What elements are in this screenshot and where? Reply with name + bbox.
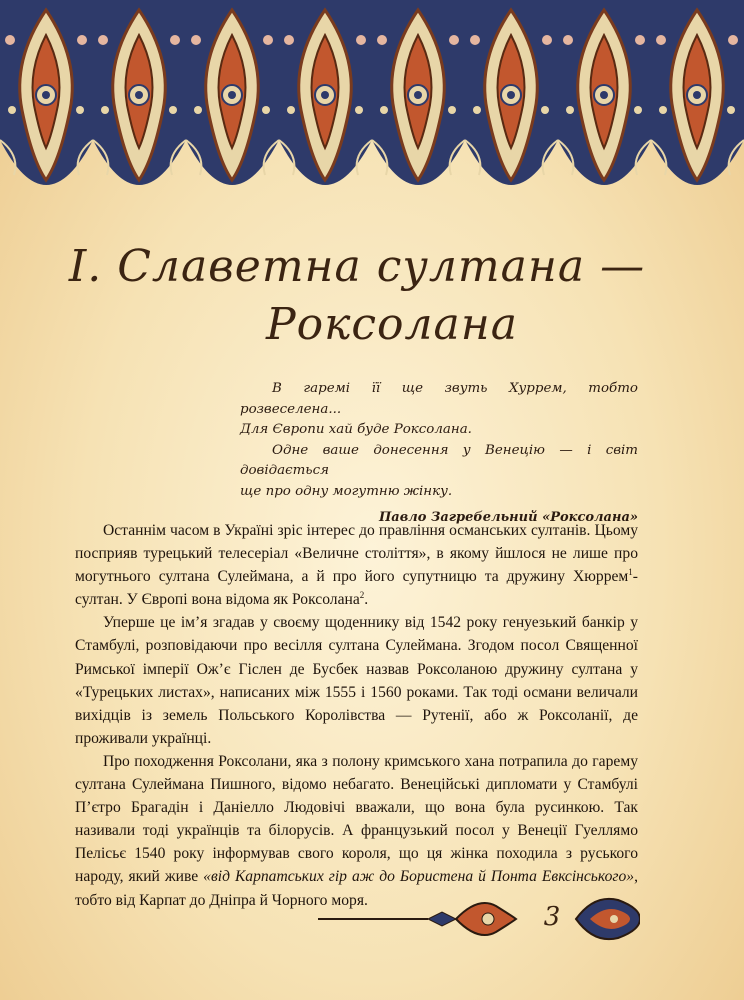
epigraph-line: В гаремі її ще звуть Хуррем, тобто розвеселена... [240,381,638,417]
chapter-title-line-2: Роксолана [266,299,518,350]
paragraph: Уперше це ім’я згадав у своєму щоденнику від 1542 року генуезький банкір у Стамбулі, розповідаючи про весілля султана Сулеймана. Згодом посол Священної Римської імперії Ож’є Гіслен де Бусбек назвав Роксоланою дружину султана у «Турецьких листах», написаних між 1555 і 1560 роками. Так тоді османи величали вихідців із земель Польського Королівства — Рутенії, або ж Роксоланії, де проживали українці. [75,614,638,747]
chapter-title-line-1: І. Славетна султана — [68,241,646,292]
footer-ornament [318,888,640,950]
paragraph-text: . [364,591,369,609]
paragraph-text: Про походження Роксолани, яка з полону кримського хана потрапила до гарему султана Сулеймана Пишного, відомо небагато. Венеційські дипломати у Стамбулі П’єтро Брагадін і Даніелло Людовічі вважали, що вона була русинкою. Так називали тоді українців та білорусів. А французький посол у Венеції Гуеллямо Пелісьє 1540 року інформував свого короля, що ця жінка походила з руського народу, який живе [75,752,638,886]
italic-quote: «від Карпатських гір аж до Бористена й Понта Евксінського» [203,868,635,886]
paragraph-text: Останнім часом в Україні зріс інтерес до правління османських султанів. Цьому посприяв турецький телесеріал «Величне століття», в якому йшлося не лише про могутнього султана Сулеймана, а й про його супутницю та дружину Хюррем [75,522,638,586]
paragraph [75,519,638,611]
epigraph [240,379,638,529]
epigraph-line: Одне ваше донесення у Венецію — і світ довідається [240,442,638,478]
chapter-title [0,238,744,354]
paragraph-text: , тобто від Карпат до Дніпра й Чорного моря. [75,868,638,909]
epigraph-line: Для Європи хай буде Роксолана. [240,422,472,437]
paragraph-text: -султан. У Європі вона відома як Роксолана [75,568,638,609]
footnote-ref[interactable]: 2 [359,590,365,601]
body-text [75,519,638,912]
page-number: 3 [543,902,561,932]
epigraph-line: ще про одну могутню жінку. [240,483,453,499]
ornamental-header-band [0,0,744,225]
epigraph-author: Павло Загребельний «Роксолана» [378,510,638,525]
footnote-ref[interactable]: 1 [628,567,633,577]
